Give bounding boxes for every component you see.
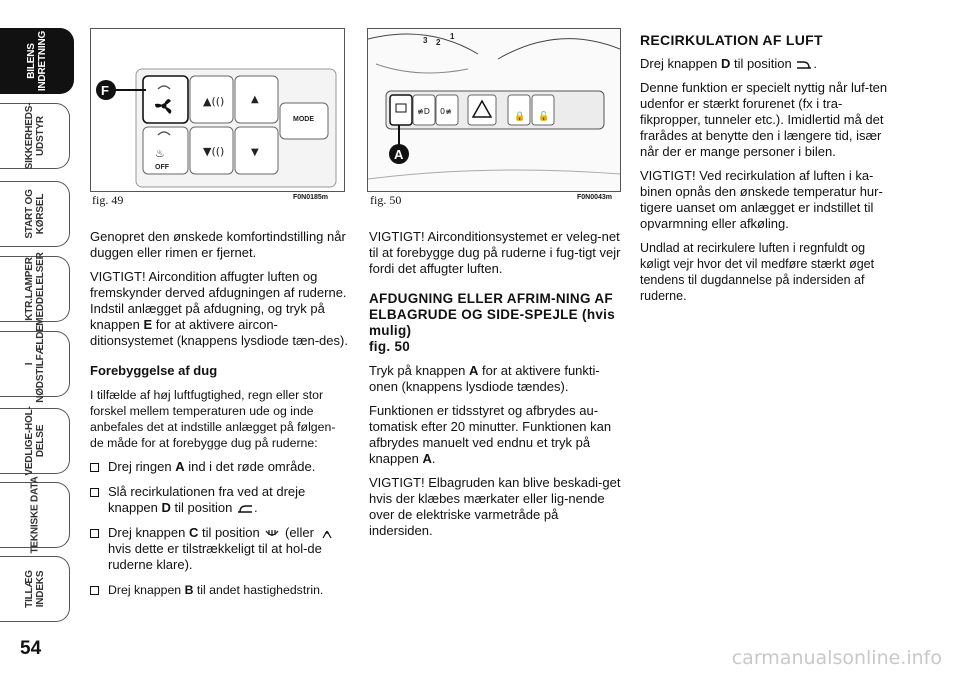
column-2 (369, 229, 621, 547)
svg-text:▼: ▼ (251, 147, 259, 158)
column-1 (90, 229, 348, 607)
svg-text:▲: ▲ (251, 94, 259, 105)
figure-50-caption: fig. 50 (370, 193, 402, 207)
svg-text:0≢: 0≢ (440, 107, 452, 116)
paragraph: VIGTIGT! Ved recirkulation af luften i ka-binen opnås den ønskede temperatur hur-tigere uanset om anlægget er indstillet til opvarmning eller afkøling. (640, 168, 883, 231)
paragraph: Funktionen er tidsstyret og afbrydes au-tomatisk efter 20 minutter. Funktionen kan afbrydes manuelt ved endnu et tryk på knappen A. (369, 403, 612, 466)
tab-tekniske-data[interactable] (0, 476, 70, 554)
list-item: Slå recirkulationen fra ved at dreje knappen D til position . (90, 484, 348, 516)
svg-text:🔓: 🔓 (538, 112, 550, 122)
figure-50-code: F0N0043m (577, 194, 613, 201)
tab-label: VEDLIGE-HOL- DELSE (23, 406, 46, 476)
tab-label: SIKKERHEDS- UDSTYR (23, 102, 46, 170)
tab-label: TEKNISKE DATA (29, 476, 40, 554)
section-heading: AFDUGNING ELLER AFRIM-NING AF ELBAGRUDE OG SIDE-SPEJLE (hvis mulig) (369, 291, 616, 338)
svg-text:3: 3 (423, 36, 428, 45)
svg-text:A: A (394, 147, 404, 162)
paragraph: VIGTIGT! Airconditionsystemet er veleg-net til at forebygge dug på ruderne i fug-tigt vejr fordi det affugter luften. (369, 229, 621, 276)
dashboard-illustration (368, 29, 620, 191)
paragraph: Undlad at recirkulere luften i regnfuldt og køligt vejr hvor det vil medføre stærkt øget tendens til dugdannelse på indersiden af ruderne. (640, 241, 875, 303)
paragraph: Drej knappen D til position . (640, 56, 818, 71)
page-number: 54 (20, 638, 42, 659)
paragraph: Tryk på knappen A for at aktivere funkti-onen (knappens lysdiode tændes). (369, 363, 600, 394)
tab-label: KTR.LAMPER MEDDELELSER (23, 252, 46, 326)
paragraph: Genopret den ønskede komfortindstilling når duggen eller rimen er fjernet. (90, 229, 346, 260)
tab-kontrollamper[interactable] (0, 252, 70, 326)
svg-text:2: 2 (436, 38, 441, 47)
tab-label: START OG KØRSEL (23, 189, 46, 239)
svg-text:▼((): ▼(() (203, 145, 225, 158)
tab-i-nodstilfaelde[interactable] (0, 325, 70, 403)
column-3 (640, 32, 894, 312)
list-item: Drej knappen C til position (eller hvis dette er tilstrækkeligt til at hol-de ruderne klare). (90, 525, 348, 573)
tab-label: BILENS INDRETNING (25, 30, 48, 92)
tab-sikkerhedsudstyr[interactable] (0, 103, 70, 169)
tab-start-og-korsel[interactable] (0, 181, 70, 247)
recirculation-off-icon (236, 504, 254, 514)
tab-bilens-indretning[interactable] (0, 28, 74, 94)
recirculation-on-icon (795, 60, 813, 70)
figure-49-code: F0N0185m (293, 194, 329, 201)
paragraph: VIGTIGT! Aircondition affugter luften og fremskynder derved afdugningen af ruderne. Indstil anlægget på afdugning, og tryk på knappen E for at aktivere aircon-ditionsystemet (knappens lysdiode tæn-des). (90, 269, 348, 348)
figure-reference: fig. 50 (369, 339, 411, 354)
list-item: Drej knappen B til andet hastighedstrin. (90, 582, 348, 598)
figure-50 (367, 28, 621, 192)
paragraph: VIGTIGT! Elbagruden kan blive beskadi-get hvis der klæbes mærkater eller lig-nende over de elektriske varmetråde på indersiden. (369, 475, 621, 538)
tab-label: TILLÆG INDEKS (23, 570, 46, 608)
svg-text:F: F (101, 83, 109, 98)
svg-text:1: 1 (450, 32, 455, 41)
list-item: Drej ringen A ind i det røde område. (90, 459, 348, 475)
tab-tillaeg-indeks[interactable] (0, 556, 70, 622)
svg-text:≢D: ≢D (417, 107, 430, 116)
climate-control-illustration (91, 29, 344, 191)
svg-text:▲((): ▲(() (203, 95, 225, 108)
paragraph: I tilfælde af høj luftfugtighed, regn eller stor forskel mellem temperaturen ude og inde anbefales det at indstille anlægget på følgen-de måde for at forebygge dug på ruderne: (90, 388, 336, 450)
feet-defrost-icon (318, 529, 336, 539)
section-heading: Forebyggelse af dug (90, 363, 218, 378)
tab-vedligeholdelse[interactable] (0, 408, 70, 474)
chapter-tabs (0, 0, 74, 630)
watermark: carmanualsonline.info (731, 647, 942, 669)
svg-text:🔒: 🔒 (514, 112, 526, 122)
tab-label: I NØDSTILFÆLDE (23, 325, 46, 403)
bullet-list (90, 459, 348, 598)
mode-label: MODE (293, 116, 314, 123)
paragraph: Denne funktion er specielt nyttig når luf-ten udenfor er stærkt forurenet (fx i tra-fikpropper, tunneler etc.). Imidlertid må det frarådes at benytte den i længere tid, især når der er mange personer i bilen. (640, 80, 888, 159)
defrost-icon (263, 529, 281, 539)
section-heading: RECIRKULATION AF LUFT (640, 32, 823, 48)
figure-49 (90, 28, 345, 192)
off-label: OFF (155, 164, 169, 171)
figure-49-caption: fig. 49 (92, 193, 124, 207)
svg-text:♨: ♨ (155, 147, 165, 160)
